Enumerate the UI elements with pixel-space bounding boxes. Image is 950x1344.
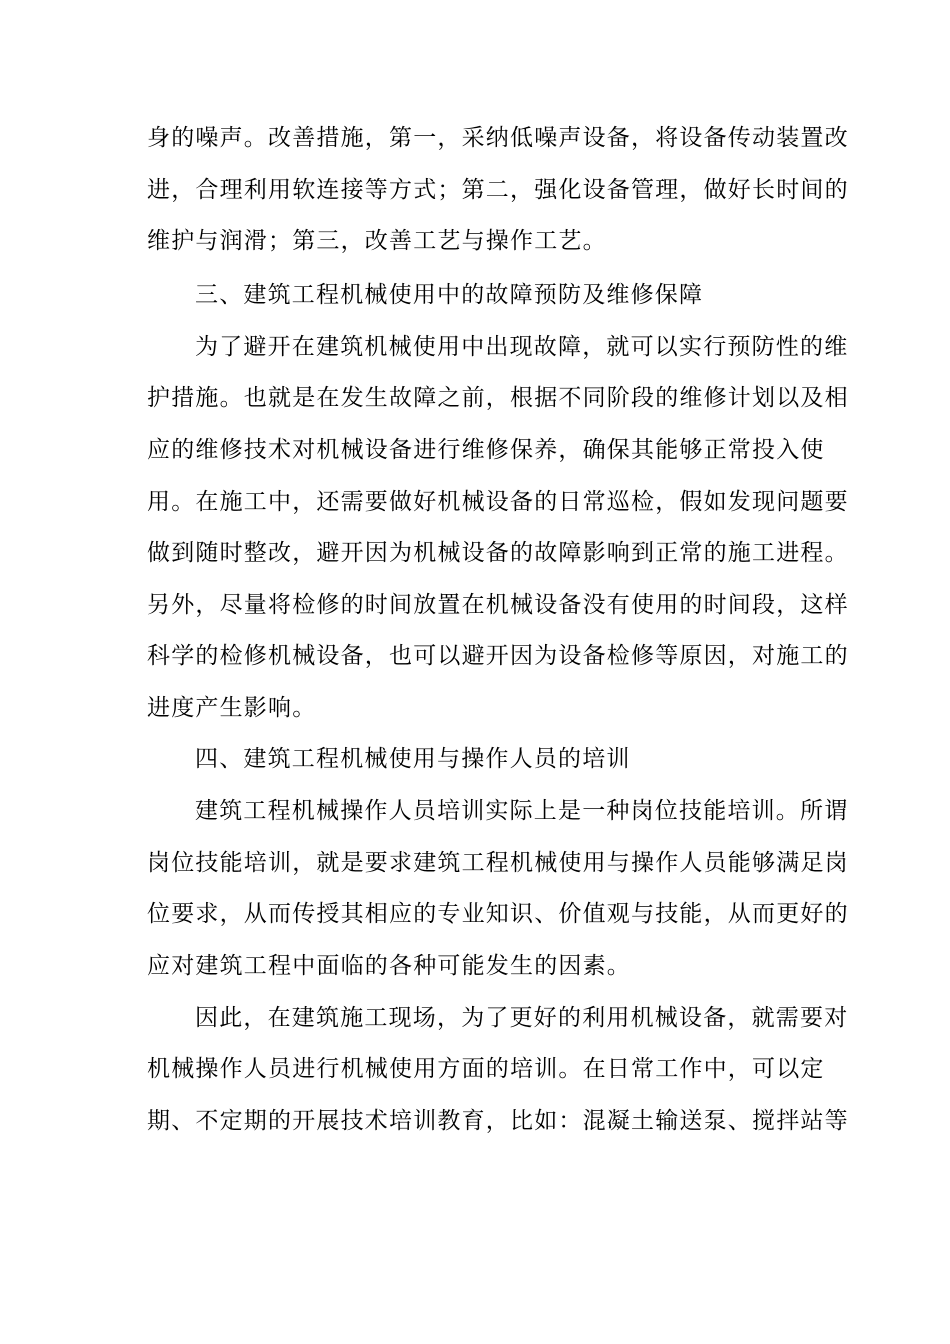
text-line: 期、不定期的开展技术培训教育，比如：混凝土输送泵、搅拌站等 [147, 1108, 849, 1134]
text-line: 机械操作人员进行机械使用方面的培训。在日常工作中，可以定 [147, 1056, 825, 1082]
text-line: 护措施。也就是在发生故障之前，根据不同阶段的维修计划以及相 [147, 385, 849, 411]
text-line: 维护与润滑；第三，改善工艺与操作工艺。 [147, 228, 607, 254]
section-heading: 四、建筑工程机械使用与操作人员的培训 [195, 746, 631, 772]
text-line: 另外，尽量将检修的时间放置在机械设备没有使用的时间段，这样 [147, 592, 849, 618]
text-line: 用。在施工中，还需要做好机械设备的日常巡检，假如发现问题要 [147, 489, 849, 515]
text-line: 科学的检修机械设备，也可以避开因为设备检修等原因，对施工的 [147, 643, 849, 669]
text-line: 为了避开在建筑机械使用中出现故障，就可以实行预防性的维 [195, 334, 849, 360]
text-line: 做到随时整改，避开因为机械设备的故障影响到正常的施工进程。 [147, 540, 849, 566]
section-heading: 三、建筑工程机械使用中的故障预防及维修保障 [195, 282, 704, 308]
text-line: 建筑工程机械操作人员培训实际上是一种岗位技能培训。所谓 [195, 798, 849, 824]
text-line: 应的维修技术对机械设备进行维修保养，确保其能够正常投入使 [147, 437, 825, 463]
text-line: 进，合理利用软连接等方式；第二，强化设备管理，做好长时间的 [147, 177, 849, 203]
text-line: 应对建筑工程中面临的各种可能发生的因素。 [147, 953, 631, 979]
text-line: 位要求，从而传授其相应的专业知识、价值观与技能，从而更好的 [147, 901, 849, 927]
text-line: 因此，在建筑施工现场，为了更好的利用机械设备，就需要对 [195, 1005, 849, 1031]
text-line: 身的噪声。改善措施，第一，采纳低噪声设备，将设备传动装置改 [147, 125, 849, 151]
text-line: 进度产生影响。 [147, 695, 317, 721]
text-line: 岗位技能培训，就是要求建筑工程机械使用与操作人员能够满足岗 [147, 850, 849, 876]
